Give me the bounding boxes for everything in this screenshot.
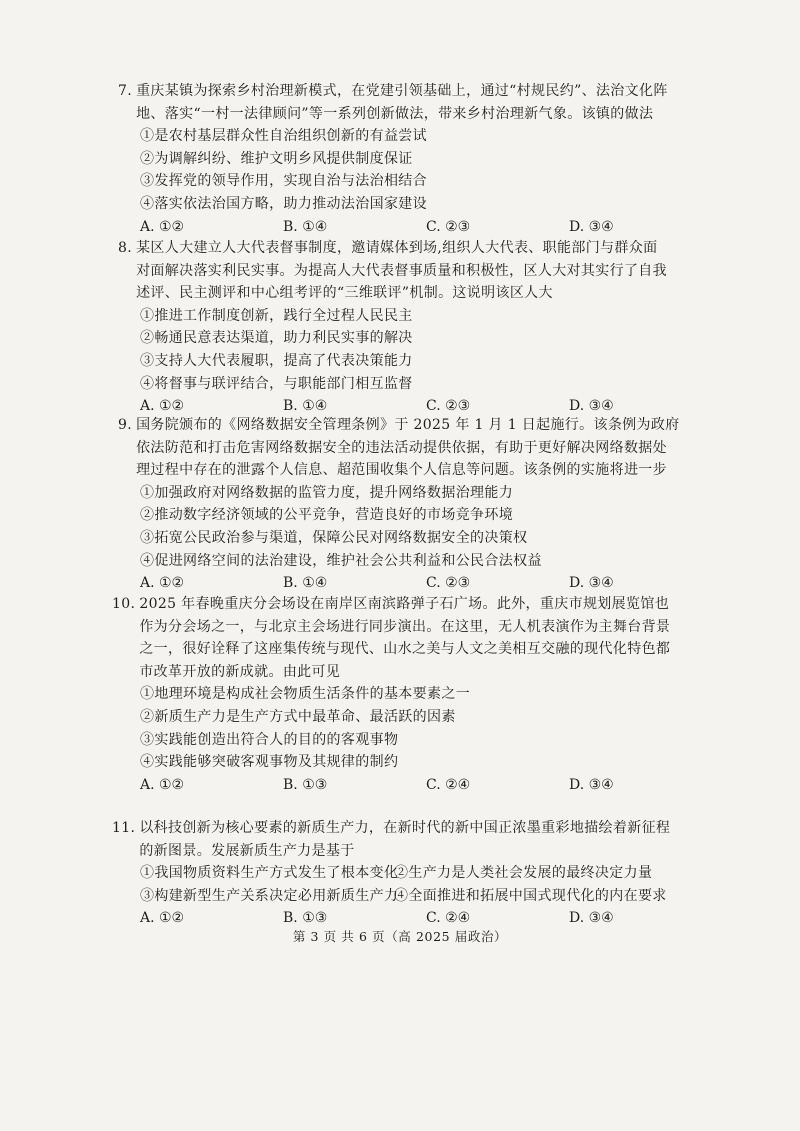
stem-line: 的新图景。发展新质生产力是基于 [139,842,355,859]
choice-B: B. ①③ [283,910,328,927]
answer-statement: ③拓宽公民政治参与渠道，保障公民对网络数据安全的决策权 [140,529,528,546]
choice-A: A. ①② [140,910,185,927]
answer-choices [118,572,678,595]
answer-statement: ③实践能创造出符合人的目的的客观事物 [140,731,399,748]
choice-C: C. ②④ [426,776,471,793]
stem-line: 以科技创新为核心要素的新质生产力，在新时代的新中国正浓墨重彩地描绘着新征程 [139,820,671,836]
stem-line: 重庆某镇为探索乡村治理新模式，在党建引领基础上，通过“村规民约”、法治文化阵 [136,83,668,99]
question-stem [112,593,672,683]
answer-statement: ③构建新型生产关系决定必用新质生产力 [140,887,399,904]
answer-statement-row [112,885,672,908]
question-number: 9. [118,417,133,433]
answer-statement: ①我国物质资料生产方式发生了根本变化 [140,865,399,882]
question-7 [118,80,678,238]
choice-C: C. ②③ [426,575,471,592]
stem-text [139,817,670,862]
answer-statement: ①加强政府对网络数据的监管力度，提升网络数据治理能力 [140,484,514,501]
answer-choices [112,774,672,797]
question-stem [112,817,672,862]
answer-statement-row [112,862,672,885]
answer-statement: ②为调解纠纷、维护文明乡风提供制度保证 [140,150,413,167]
question-11 [112,817,672,930]
stem-line: 作为分会场之一，与北京主会场进行同步演出。在这里，无人机表演作为主舞台背景 [139,618,671,635]
stem-line: 地、落实“一村一法律顾问”等一系列创新做法，带来乡村治理新气象。该镇的做法 [136,105,654,122]
choice-C: C. ②④ [426,910,471,927]
answer-statement: ①是农村基层群众性自治组织创新的有益尝试 [140,128,427,145]
choice-D: D. ③④ [569,398,614,415]
answer-statement: ②推动数字经济领域的公平竞争，营造良好的市场竞争环境 [140,507,514,524]
choice-A: A. ①② [140,575,185,592]
answer-statement: ④全面推进和拓展中国式现代化的内在要求 [394,887,667,904]
choice-D: D. ③④ [569,776,614,793]
choice-D: D. ③④ [569,218,614,235]
stem-text [139,593,670,683]
answer-statement: ②生产力是人类社会发展的最终决定力量 [394,865,653,882]
question-number: 10. [112,596,136,612]
answer-statement: ③发挥党的领导作用，实现自治与法治相结合 [140,173,427,190]
question-number: 8. [118,240,133,256]
stem-line: 2025 年春晚重庆分会场设在南岸区南滨路弹子石广场。此外，重庆市规划展览馆也 [139,596,670,612]
question-number: 7. [118,83,133,99]
stem-line: 对面解决落实利民实事。为提高人大代表督事质量和积极性，区人大对其实行了自我 [136,262,668,279]
stem-line: 理过程中存在的泄露个人信息、超范围收集个人信息等问题。该条例的实施将进一步 [136,462,668,479]
stem-line: 述评、民主测评和中心组考评的“三维联评”机制。这说明该区人大 [136,285,553,302]
answer-statement: ②新质生产力是生产方式中最革命、最活跃的因素 [140,708,456,725]
question-9 [118,414,678,595]
choice-D: D. ③④ [569,575,614,592]
choice-A: A. ①② [140,398,185,415]
answer-statement: ④将督事与联评结合，与职能部门相互监督 [140,375,413,392]
answer-statement: ③支持人大代表履职，提高了代表决策能力 [140,352,413,369]
stem-text [136,237,667,305]
answer-statement: ①推进工作制度创新，践行全过程人民民主 [140,307,413,324]
choice-A: A. ①② [140,776,185,793]
stem-line: 国务院颁布的《网络数据安全管理条例》于 2025 年 1 月 1 日起施行。该条例为政府 [136,417,680,433]
stem-text [136,80,668,125]
question-stem [118,237,678,305]
question-stem [118,414,678,482]
page-footer: 第 3 页 共 6 页（高 2025 届政治） [292,929,508,944]
choice-C: C. ②③ [426,218,471,235]
answer-statement: ②畅通民意表达渠道，助力利民实事的解决 [140,330,413,347]
stem-line: 之一，很好诠释了这座集传统与现代、山水之美与人文之美相互交融的现代化特色都 [139,641,671,658]
stem-line: 某区人大建立人大代表督事制度，邀请媒体到场,组织人大代表、职能部门与群众面 [136,240,658,256]
choice-D: D. ③④ [569,910,614,927]
question-8 [118,237,678,418]
question-stem [118,80,678,125]
answer-statement: ④促进网络空间的法治建设，维护社会公共利益和公民合法权益 [140,552,542,569]
stem-line: 市改革开放的新成就。由此可见 [139,663,341,680]
answer-choices [118,216,678,239]
answer-statement: ①地理环境是构成社会物质生活条件的基本要素之一 [140,686,471,703]
choice-C: C. ②③ [426,398,471,415]
answer-statement: ④实践能够突破客观事物及其规律的制约 [140,754,399,771]
question-number: 11. [112,820,136,836]
choice-B: B. ①④ [283,575,328,592]
choice-B: B. ①④ [283,398,328,415]
choice-B: B. ①④ [283,218,328,235]
answer-choices [112,907,672,930]
question-10 [112,593,672,796]
choice-B: B. ①③ [283,776,328,793]
stem-line: 依法防范和打击危害网络数据安全的违法活动提供依据，有助于更好解决网络数据处 [136,439,668,456]
choice-A: A. ①② [140,218,185,235]
stem-text [136,414,680,482]
answer-statement: ④落实依法治国方略，助力推动法治国家建设 [140,195,427,212]
